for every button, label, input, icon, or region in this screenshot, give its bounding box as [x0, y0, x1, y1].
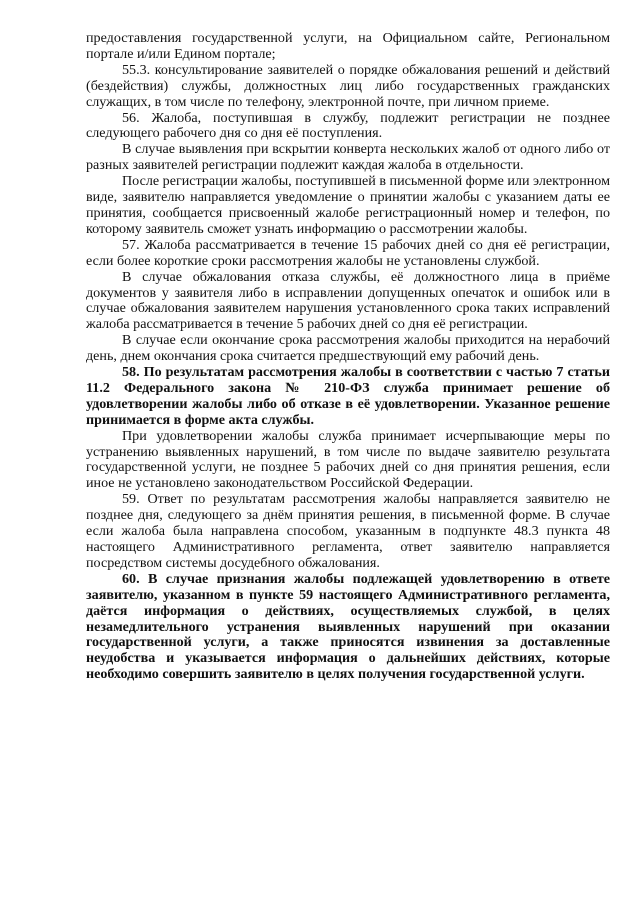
paragraph: При удовлетворении жалобы служба принимает исчерпывающие меры по устранению выявленных нарушений, в том числе по выдаче заявителю результата государственной услуги, не позднее 5 рабочих дней со дня принятия решения, если иное не установлено законодательством Российской Федерации.	[86, 427, 610, 492]
paragraph: 60. В случае признания жалобы подлежащей удовлетворению в ответе заявителю, указанном в пункте 59 настоящего Административного регламента, даётся информация о действиях, осуществляемых службой, в целях незамедлительного устранения выявленных нарушений при оказании государственной услуги, а также приносятся извинения за доставленные неудобства и указывается информация о дальнейших действиях, которые необходимо совершить заявителю в целях получения государственной услуги.	[86, 570, 610, 683]
paragraph: 58. По результатам рассмотрения жалобы в соответствии с частью 7 статьи 11.2 Федерального закона № 210-ФЗ служба принимает решение об удовлетворении жалобы либо об отказе в её удовлетворении. Указанное решение принимается в форме акта службы.	[86, 364, 610, 428]
paragraph: 55.3. консультирование заявителей о порядке обжалования решений и действий (бездействия) службы, должностных лиц либо государственных гражданских служащих, в том числе по телефону, электронной почте, при личном приеме.	[86, 61, 610, 110]
paragraph: После регистрации жалобы, поступившей в письменной форме или электронном виде, заявителю направляется уведомление о принятии жалобы с указанием даты ее принятия, сообщается присвоенный жалобе регистрационный номер и телефон, по которому заявитель сможет узнать информацию о рассмотрении жалобы.	[86, 173, 610, 237]
paragraph: 59. Ответ по результатам рассмотрения жалобы направляется заявителю не позднее дня, следующего за днём принятия решения, в письменной форме. В случае если жалоба была направлена способом, указанным в подпункте 48.3 пункта 48 настоящего Административного регламента, ответ заявителю направляется посредством системы досудебного обжалования.	[86, 491, 610, 571]
paragraph: В случае выявления при вскрытии конверта нескольких жалоб от одного либо от разных заявителей регистрации подлежит каждая жалоба в отдельности.	[86, 141, 610, 174]
paragraph: предоставления государственной услуги, на Официальном сайте, Региональном портале и/или Едином портале;	[86, 30, 610, 62]
document-page	[86, 31, 610, 683]
paragraph: 57. Жалоба рассматривается в течение 15 рабочих дней со дня её регистрации, если более короткие сроки рассмотрения жалобы не установлены службой.	[86, 236, 610, 269]
paragraph: В случае если окончание срока рассмотрения жалобы приходится на нерабочий день, днем окончания срока считается предшествующий ему рабочий день.	[86, 332, 610, 365]
paragraph: В случае обжалования отказа службы, её должностного лица в приёме документов у заявителя либо в исправлении допущенных опечаток и ошибок или в случае обжалования заявителем нарушения установленного срока таких исправлений жалоба рассматривается в течение 5 рабочих дней со дня её регистрации.	[86, 268, 610, 333]
paragraph: 56. Жалоба, поступившая в службу, подлежит регистрации не позднее следующего рабочего дня со дня её поступления.	[86, 109, 610, 142]
